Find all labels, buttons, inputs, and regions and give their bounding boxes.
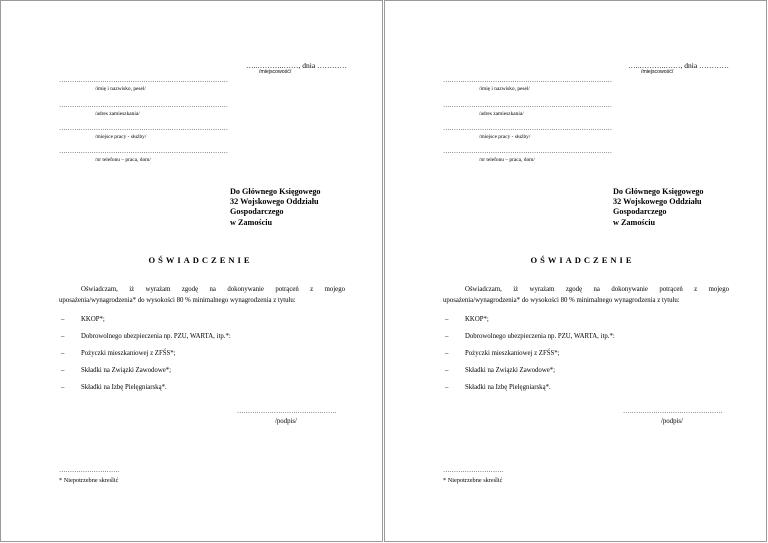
field-label: /imię i nazwisko, pesel/	[95, 86, 146, 92]
field-label: /miejsce pracy - służby/	[95, 134, 147, 140]
signature-dots: ……………………………………….	[237, 408, 337, 415]
addressee-line: 32 Wojskowego Oddziału	[230, 197, 319, 207]
phone-field	[59, 148, 228, 164]
dash-bullet: –	[61, 316, 65, 323]
field-label: /adres zamieszkania/	[479, 111, 524, 117]
addressee-line: Gospodarczego	[230, 207, 284, 217]
footnote-dots: ……………………….	[59, 467, 120, 474]
name-pesel-field	[443, 77, 612, 93]
item-text: Składki na Izbę Pielęgniarską*.	[81, 384, 167, 391]
field-dots: ……………………………………………………………………	[59, 148, 228, 155]
field-label: /imię i nazwisko, pesel/	[479, 86, 530, 92]
dash-bullet: –	[61, 367, 65, 374]
signature-label: /podpis/	[275, 418, 297, 425]
item-text: KKOP*;	[465, 316, 489, 323]
field-dots: ……………………………………………………………………	[59, 125, 228, 132]
field-label: /nr telefonu – praca, dom/	[95, 157, 151, 163]
place-date-line	[246, 61, 348, 75]
field-label: /nr telefonu – praca, dom/	[479, 157, 535, 163]
place-date-line	[628, 61, 730, 75]
field-label: /miejsce pracy - służby/	[479, 134, 531, 140]
place-date-text: …..………..……, dnia …………	[246, 61, 348, 70]
item-text: Składki na Izbę Pielęgniarską*.	[465, 384, 551, 391]
addressee-line: w Zamościu	[613, 217, 656, 227]
address-field	[59, 102, 228, 118]
addressee-line: Do Głównego Księgowego	[613, 187, 704, 196]
addressee-block	[230, 187, 321, 228]
item-text: Składki na Związki Zawodowe*;	[465, 367, 556, 374]
dash-bullet: –	[445, 384, 449, 391]
item-text: Pożyczki mieszkaniowej z ZFŚS*;	[81, 350, 176, 357]
dash-bullet: –	[445, 333, 449, 340]
footnote-block	[443, 467, 504, 484]
phone-field	[443, 148, 612, 164]
workplace-field	[59, 125, 228, 141]
addressee-line: w Zamościu	[230, 217, 273, 227]
signature-dots: ……………………………………….	[623, 408, 723, 415]
item-text: KKOP*;	[81, 316, 105, 323]
addressee-line: 32 Wojskowego Oddziału	[613, 197, 702, 207]
dash-bullet: –	[61, 333, 65, 340]
statement-line-2: uposażenia/wynagrodzenia* do wysokości 80 % minimalnego wynagrodzenia z tytułu:	[443, 297, 680, 304]
addressee-line: Gospodarczego	[613, 207, 667, 217]
item-text: Dobrowolnego ubezpieczenia np. PZU, WARTA, itp.*:	[465, 333, 615, 340]
signature-block	[237, 408, 337, 425]
field-dots: ……………………………………………………………………	[443, 125, 612, 132]
item-text: Dobrowolnego ubezpieczenia np. PZU, WARTA, itp.*:	[81, 333, 231, 340]
dash-bullet: –	[445, 316, 449, 323]
field-dots: ……………………………………………………………………	[443, 77, 612, 84]
footnote-block	[59, 467, 120, 484]
field-dots: ……………………………………………………………………	[443, 148, 612, 155]
dash-bullet: –	[61, 384, 65, 391]
addressee-block	[613, 187, 704, 228]
signature-label: /podpis/	[661, 418, 683, 425]
statement-line-1: Oświadczam, iż wyrażam zgodę na dokonywanie potrąceń z mojego	[465, 286, 729, 293]
signature-block	[623, 408, 723, 425]
dash-bullet: –	[445, 367, 449, 374]
item-text: Składki na Związki Zawodowe*;	[81, 367, 172, 374]
declaration-page-left	[0, 0, 383, 542]
dash-bullet: –	[445, 350, 449, 357]
place-label: /miejscowość/	[259, 69, 292, 75]
address-field	[443, 102, 612, 118]
place-date-text: …..………..……, dnia …………	[628, 61, 730, 70]
field-dots: ……………………………………………………………………	[59, 102, 228, 109]
statement-line-1: Oświadczam, iż wyrażam zgodę na dokonywanie potrąceń z mojego	[81, 286, 345, 293]
field-label: /adres zamieszkania/	[95, 111, 140, 117]
footnote-text: * Niepotrzebne skreślić	[443, 477, 503, 484]
declaration-page-right	[384, 0, 767, 542]
addressee-line: Do Głównego Księgowego	[230, 187, 321, 196]
dash-bullet: –	[61, 350, 65, 357]
item-text: Pożyczki mieszkaniowej z ZFŚS*;	[465, 350, 560, 357]
place-label: /miejscowość/	[641, 69, 674, 75]
field-dots: ……………………………………………………………………	[59, 77, 228, 84]
document-heading: OŚWIADCZENIE	[530, 255, 635, 265]
footnote-text: * Niepotrzebne skreślić	[59, 477, 119, 484]
workplace-field	[443, 125, 612, 141]
document-heading: OŚWIADCZENIE	[148, 255, 253, 265]
name-pesel-field	[59, 77, 228, 93]
footnote-dots: ……………………….	[443, 467, 504, 474]
statement-line-2: uposażenia/wynagrodzenia* do wysokości 80 % minimalnego wynagrodzenia z tytułu:	[59, 297, 296, 304]
field-dots: ……………………………………………………………………	[443, 102, 612, 109]
